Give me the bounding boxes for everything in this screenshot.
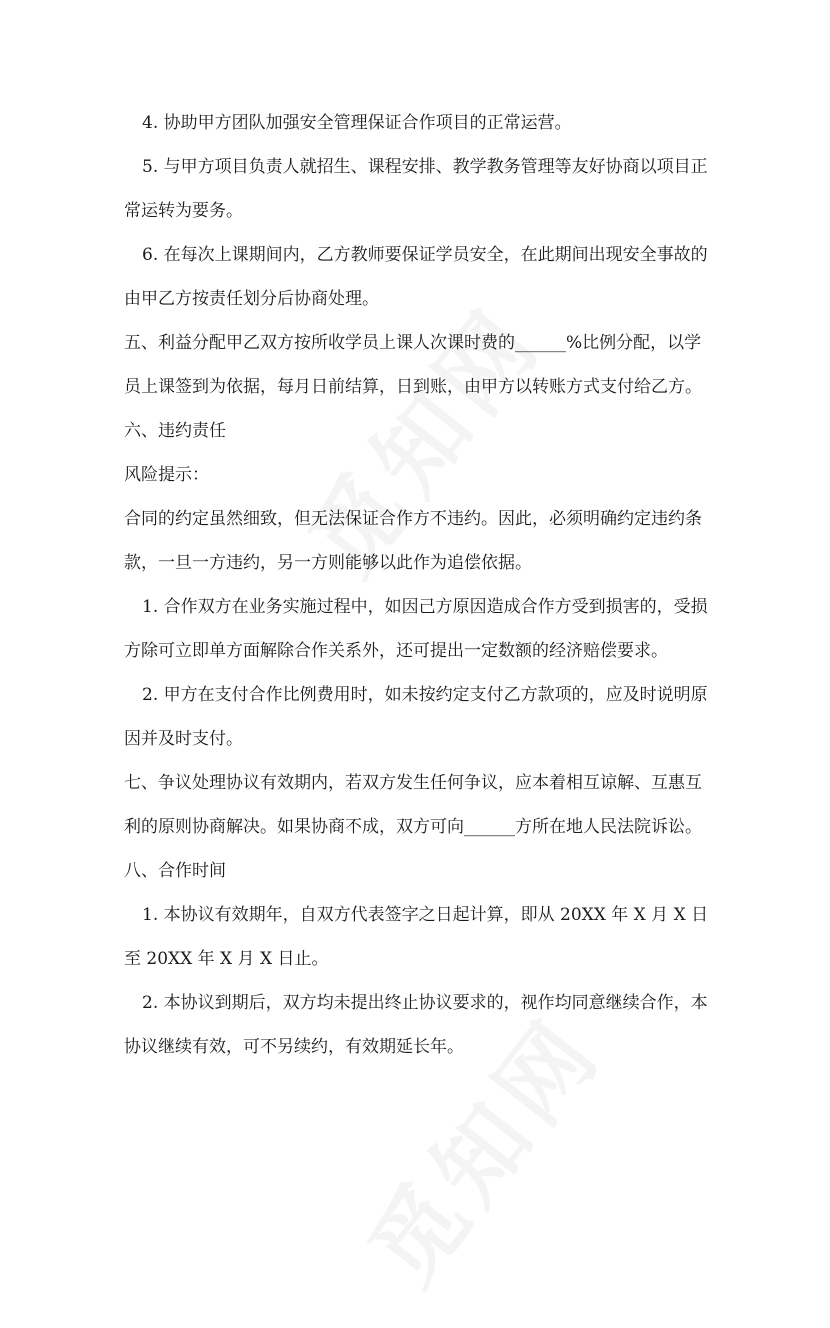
section-8-heading: 八、合作时间 — [124, 861, 226, 881]
section-7-line-1: 七、争议处理协议有效期内，若双方发生任何争议，应本着相互谅解、互惠互 — [124, 773, 702, 793]
risk-tip-line-2: 款，一旦一方违约，另一方则能够以此作为追偿依据。 — [124, 553, 532, 573]
breach-item-2-line-2: 因并及时支付。 — [124, 729, 243, 749]
section-5-line-2: 员上课签到为依据，每月日前结算，日到账，由甲方以转账方式支付给乙方。 — [124, 377, 702, 397]
breach-item-2-line-1: 2. 甲方在支付合作比例费用时，如未按约定支付乙方款项的，应及时说明原 — [142, 685, 708, 705]
breach-item-1-line-2: 方除可立即单方面解除合作关系外，还可提出一定数额的经济赔偿要求。 — [124, 641, 668, 661]
item-6-line-1: 6. 在每次上课期间内，乙方教师要保证学员安全，在此期间出现安全事故的 — [142, 245, 708, 265]
section-6-heading: 六、违约责任 — [124, 421, 226, 441]
term-item-1-line-1: 1. 本协议有效期年，自双方代表签字之日起计算，即从 20XX 年 X 月 X 日 — [142, 905, 709, 925]
item-6-line-2: 由甲乙方按责任划分后协商处理。 — [124, 289, 379, 309]
breach-item-1-line-1: 1. 合作双方在业务实施过程中，如因己方原因造成合作方受到损害的，受损 — [142, 597, 708, 617]
term-item-1-line-2: 至 20XX 年 X 月 X 日止。 — [124, 949, 329, 969]
section-5-line-1: 五、利益分配甲乙双方按所收学员上课人次课时费的______%比例分配，以学 — [124, 333, 702, 353]
term-item-2-line-1: 2. 本协议到期后，双方均未提出终止协议要求的，视作均同意继续合作，本 — [142, 993, 708, 1013]
section-7-line-2: 利的原则协商解决。如果协商不成，双方可向______方所在地人民法院诉讼。 — [124, 817, 702, 837]
item-5-line-2: 常运转为要务。 — [124, 201, 243, 221]
item-4-line-1: 4. 协助甲方团队加强安全管理保证合作项目的正常运营。 — [142, 113, 572, 133]
watermark-bottom — [317, 964, 643, 1328]
term-item-2-line-2: 协议继续有效，可不另续约，有效期延长年。 — [124, 1037, 464, 1057]
item-5-line-1: 5. 与甲方项目负责人就招生、课程安排、教学教务管理等友好协商以项目正 — [142, 157, 708, 177]
risk-tip-line-1: 合同的约定虽然细致，但无法保证合作方不违约。因此，必须明确约定违约条 — [124, 509, 702, 529]
risk-tip-heading: 风险提示： — [124, 465, 209, 485]
